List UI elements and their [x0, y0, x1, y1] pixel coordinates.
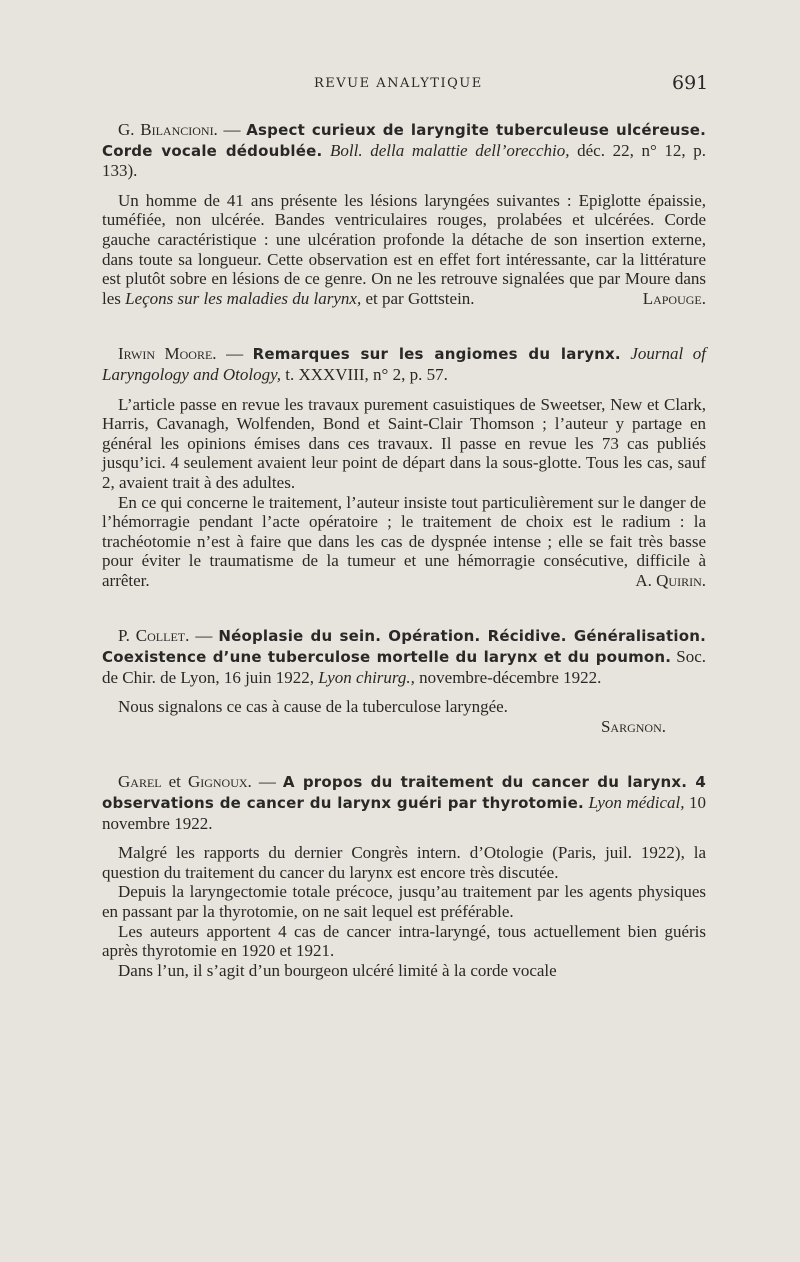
article-title: A propos du traitement du cancer du larynx. 4 observations de cancer du larynx guéri par thyrotomie. — [102, 773, 706, 813]
reference: 10 novembre 1922. — [102, 793, 707, 833]
page-number: 691 — [672, 72, 709, 94]
author: Garel — [118, 772, 162, 792]
abstract-entry — [102, 772, 706, 980]
abstract-paragraph: Nous signalons ce cas à cause de la tuberculose laryngée. — [118, 697, 508, 717]
reference: t. XXXVIII, n° 2, p. 57. — [280, 364, 448, 384]
citation — [102, 120, 706, 181]
abstract-paragraph: Depuis la laryngectomie totale précoce, jusqu’au traitement par les agents physiques en passant par la thyrotomie, on ne sait lequel est préférable. — [102, 882, 706, 921]
abstract-paragraph: Les auteurs apportent 4 cas de cancer intra-laryngé, tous actuellement bien guéris après thyrotomie en 1920 et 1921. — [102, 921, 706, 961]
author: P. Collet. — [118, 626, 190, 646]
abstract-entry — [102, 344, 706, 590]
reference: novembre-décembre 1922. — [414, 667, 602, 687]
author-2: Gignoux. — [187, 772, 252, 792]
signature: Sargnon. — [600, 716, 666, 736]
citation — [102, 344, 706, 384]
journal: Boll. della malattie dell’orecchio, — [330, 140, 570, 160]
abstract-paragraph: Un homme de 41 ans présente les lésions laryngées suivantes : Epiglotte épaissie, tuméfiée, non ulcérée. Bandes ventriculaires rouges, prolabées et ulcérées. Corde gauche caractéristique : une ulcération profonde la détache de son insertion externe, dans toute sa longueur. Cette observation est en effet fort intéressante, car la littérature est plutôt sobre en lésions de ce genre. On ne les retrouve signalées que par Moure dans les Leçons sur les maladies du larynx, et par Gottstein. Lapouge. — [102, 190, 706, 308]
journal-prefix: Soc. de Chir. de Lyon, 16 juin 1922, — [102, 647, 707, 687]
citation — [102, 626, 706, 687]
text-column — [102, 120, 706, 980]
article-title: Néoplasie du sein. Opération. Récidive. Généralisation. Coexistence d’une tuberculose mortelle du larynx et du poumon. — [102, 627, 707, 667]
journal: Lyon médical, — [588, 793, 685, 813]
paragraph-tail: et par Gottstein. — [361, 288, 475, 308]
conjunction: et — [161, 772, 188, 792]
abstract-entry — [102, 626, 706, 736]
dash: — — [189, 626, 219, 646]
citation — [102, 772, 706, 833]
article-title: Remarques sur les angiomes du larynx. — [252, 345, 621, 364]
abstract-paragraph: L’article passe en revue les travaux purement casuistiques de Sweetser, New et Clark, Harris, Cavanagh, Wolfenden, Bond et Saint-Clair Thomson ; l’auteur y partage en général les opinions émises dans ces travaux. Il passe en revue les 73 cas publiés jusqu’ici. 4 seulement avaient leur point de départ dans la sous-glotte. Tous les cas, sauf 2, avaient trait à des adultes. — [102, 394, 706, 492]
author: G. Bilancioni. — [118, 120, 218, 139]
article-title: Aspect curieux de laryngite tuberculeuse ulcéreuse. Corde vocale dédoublée. — [102, 121, 706, 160]
abstract-paragraph: Dans l’un, il s’agit d’un bourgeon ulcéré limité à la corde vocale — [118, 960, 557, 980]
signature: Lapouge. — [642, 288, 706, 308]
reference: déc. 22, n° 12, p. 133). — [102, 140, 707, 181]
dash: — — [216, 344, 253, 364]
dash: — — [217, 120, 247, 139]
author: Irwin Moore. — [118, 344, 217, 364]
running-header — [0, 72, 800, 96]
abstract-paragraph: Malgré les rapports du dernier Congrès intern. d’Otologie (Paris, juil. 1922), la question du traitement du cancer du larynx est encore très discutée. — [102, 843, 706, 882]
abstract-entry — [102, 120, 706, 308]
dash: — — [251, 772, 283, 792]
journal: Journal of Laryngology and Otology, — [102, 344, 707, 384]
running-title: REVUE ANALYTIQUE — [314, 76, 483, 91]
italic-reference: Leçons sur les maladies du larynx, — [125, 288, 362, 308]
abstract-paragraph: En ce qui concerne le traitement, l’auteur insiste tout particulièrement sur le danger de l’hémorragie pendant l’acte opératoire ; le traitement de choix est le radium : la trachéotomie n’est à faire que dans les cas de dyspnée intense ; elle se fait très basse pour éviter le traumatisme de la tumeur et une hémorragie consécutive, difficile à arrêter. A. Quirin. — [102, 492, 706, 590]
signature-line — [102, 717, 706, 737]
signature: A. Quirin. — [635, 570, 706, 590]
journal: Lyon chirurg., — [318, 667, 415, 687]
